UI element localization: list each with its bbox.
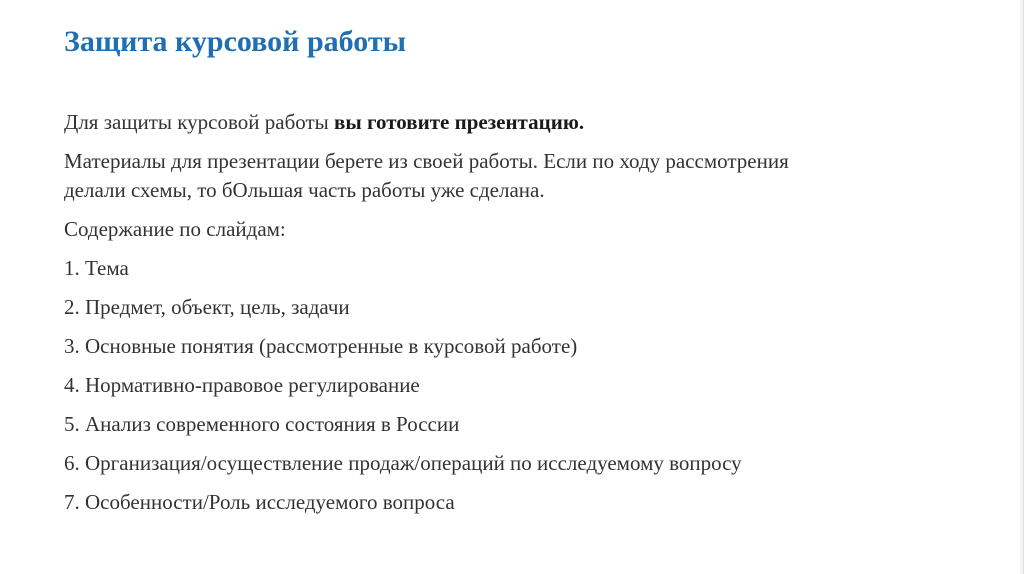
- intro-paragraph: [64, 108, 964, 137]
- list-item: 3. Основные понятия (рассмотренные в курсовой работе): [64, 334, 578, 358]
- materials-line-1: Материалы для презентации берете из своей работы. Если по ходу рассмотрения: [64, 149, 789, 173]
- list-item: 1. Тема: [64, 256, 129, 280]
- list-item: 5. Анализ современного состояния в России: [64, 412, 460, 436]
- intro-text: Для защиты курсовой работы: [64, 110, 335, 134]
- slide-body: [64, 108, 964, 527]
- list-item: 4. Нормативно-правовое регулирование: [64, 373, 420, 397]
- list-item: 7. Особенности/Роль исследуемого вопроса: [64, 490, 455, 514]
- list-item: 6. Организация/осуществление продаж/операций по исследуемому вопросу: [64, 451, 742, 475]
- contents-heading: Содержание по слайдам:: [64, 217, 286, 241]
- slide-title: Защита курсовой работы: [64, 25, 406, 58]
- slide-contents-list: [64, 254, 964, 517]
- intro-bold-text: вы готовите презентацию.: [334, 110, 585, 134]
- slide-edge-shadow: [1019, 0, 1023, 574]
- materials-line-2: делали схемы, то бОльшая часть работы уже сделана.: [64, 178, 545, 202]
- materials-paragraph: [64, 147, 964, 205]
- list-item: 2. Предмет, объект, цель, задачи: [64, 295, 350, 319]
